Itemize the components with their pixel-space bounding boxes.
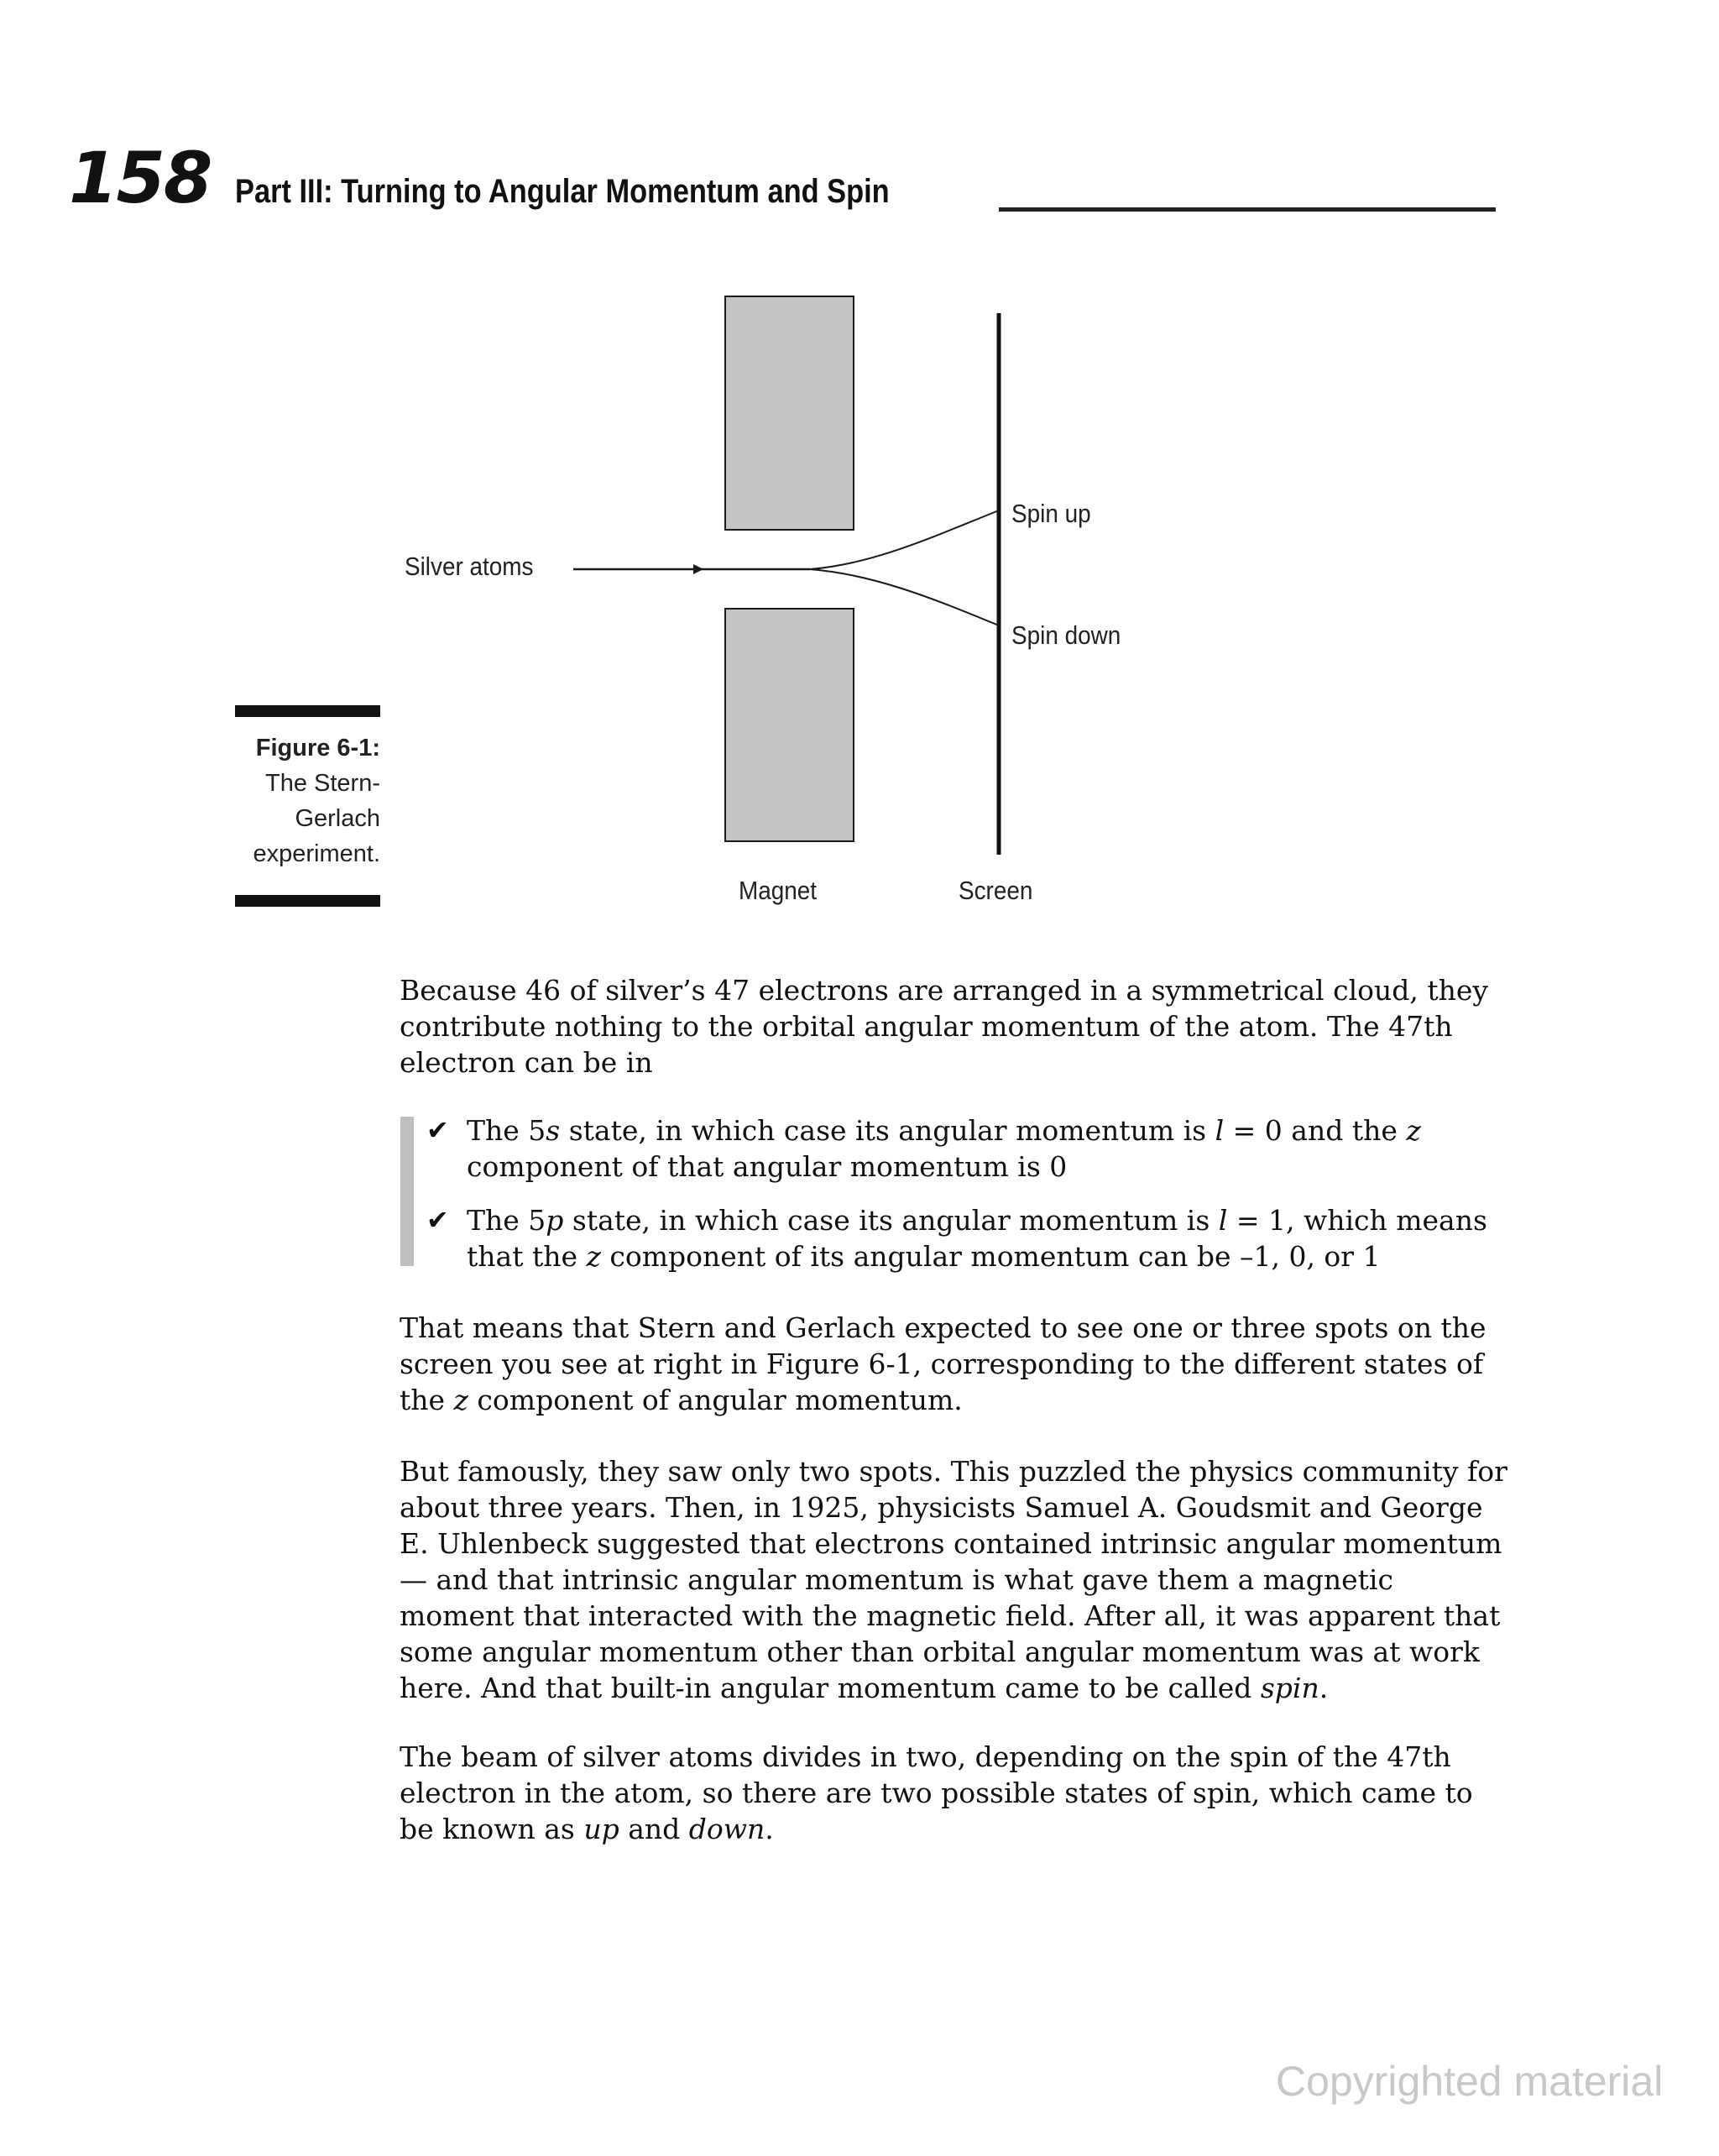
paragraph-2: That means that Stern and Gerlach expected to see one or three spots on the screen you see at right in Figure 6-1, corresponding to the different states of the z component of angular momentum.: [400, 1311, 1486, 1416]
copyright-watermark: Copyrighted material: [1276, 2058, 1664, 2105]
magnet-top: [725, 296, 854, 530]
caption-line-1: The Stern-: [265, 770, 380, 797]
silver-atoms-label: Silver atoms: [405, 552, 534, 581]
caption-top-bar: [235, 705, 380, 717]
page-number: 158: [69, 137, 212, 219]
paragraph-4: The beam of silver atoms divides in two, depending on the spin of the 47th electron in the atom, so there are two possible states of spin, which came to be known as up and down.: [400, 1740, 1473, 1845]
screen-label: Screen: [959, 876, 1033, 905]
magnet-label: Magnet: [739, 876, 818, 905]
check-icon: ✔: [426, 1204, 449, 1236]
spin-down-label: Spin down: [1011, 620, 1121, 650]
paragraph-3: But famously, they saw only two spots. This puzzled the physics community for about three years. Then, in 1925, physicists Samuel A. Goudsmit and George E. Uhlenbeck suggested that electrons contained intrinsic angular momentum — and that intrinsic angular momentum is what gave them a magnetic moment that interacted with the magnetic field. After all, it was apparent that some angular momentum other than orbital angular momentum was at work here. And that built-in angular momentum came to be called spin.: [400, 1455, 1507, 1704]
magnet-bottom: [725, 609, 854, 841]
list-item: ✔ The 5s state, in which case its angular momentum is l = 0 and the z component of that angular momentum is 0: [426, 1114, 1421, 1183]
caption-label: Figure 6-1:: [255, 735, 380, 761]
running-title: Part III: Turning to Angular Momentum and Spin: [235, 173, 890, 210]
caption-bottom-bar: [235, 895, 380, 907]
spin-up-label: Spin up: [1011, 499, 1091, 528]
list-item: ✔ The 5p state, in which case its angular momentum is l = 1, which means that the z component of its angular momentum can be –1, 0, or 1: [426, 1204, 1487, 1273]
figure-caption: [201, 730, 380, 871]
caption-line-2: Gerlach: [295, 805, 380, 832]
paragraph-1-text: Because 46 of silver’s 47 electrons are arranged in a symmetrical cloud, they contribute nothing to the orbital angular momentum of the atom. The 47th electron can be in: [400, 974, 1489, 1079]
caption-line-3: experiment.: [253, 840, 380, 867]
check-icon: ✔: [426, 1114, 449, 1146]
paragraph-1: [400, 972, 1507, 1081]
beam-arrowhead: [693, 564, 703, 574]
state-list: [426, 1112, 1509, 1292]
list-sidebar: [400, 1117, 414, 1266]
